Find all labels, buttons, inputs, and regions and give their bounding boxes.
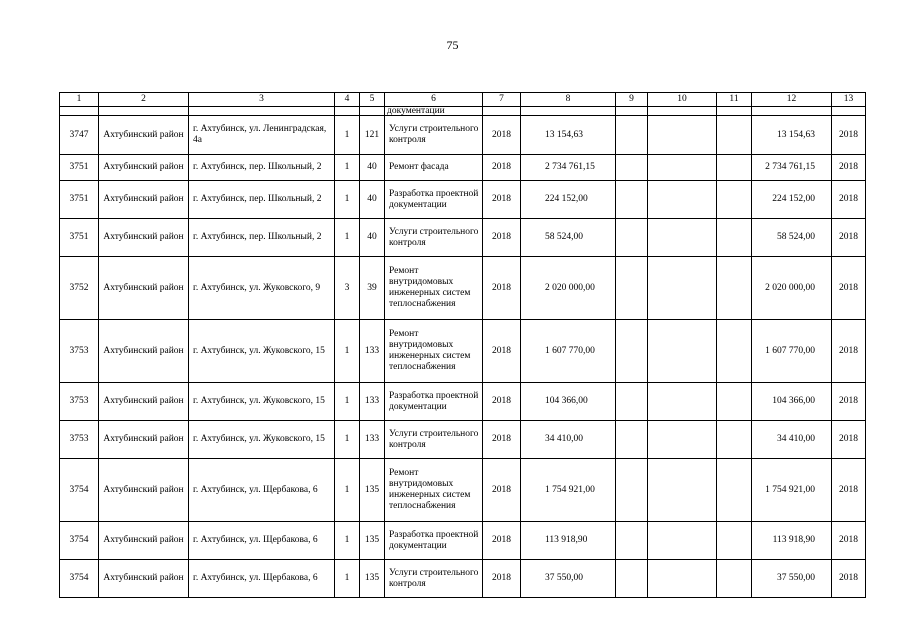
column-9-cell: [616, 459, 648, 522]
year-cell: 2018: [483, 219, 521, 257]
address-cell: г. Ахтубинск, ул. Жуковского, 15: [189, 320, 335, 383]
column-number: 13: [832, 93, 866, 107]
continuation-work-cell: документации: [385, 107, 483, 116]
column-4-cell: 1: [335, 219, 360, 257]
district-cell: Ахтубинский район: [99, 155, 189, 181]
row-id-cell: 3753: [60, 320, 99, 383]
column-number: 3: [189, 93, 335, 107]
address-cell: г. Ахтубинск, ул. Жуковского, 15: [189, 421, 335, 459]
column-5-cell: 40: [360, 181, 385, 219]
column-9-cell: [616, 320, 648, 383]
total-cell: 2 734 761,15: [752, 155, 832, 181]
year-cell: 2018: [483, 459, 521, 522]
amount-cell: 2 734 761,15: [521, 155, 616, 181]
table-row: [60, 383, 866, 421]
total-cell: 224 152,00: [752, 181, 832, 219]
column-11-cell: [717, 116, 752, 155]
column-13-cell: 2018: [832, 320, 866, 383]
total-cell: 1 754 921,00: [752, 459, 832, 522]
column-11-cell: [717, 522, 752, 560]
district-cell: Ахтубинский район: [99, 320, 189, 383]
work-type-cell: Услуги строительного контроля: [385, 116, 483, 155]
district-cell: Ахтубинский район: [99, 219, 189, 257]
amount-cell: 224 152,00: [521, 181, 616, 219]
total-cell: 34 410,00: [752, 421, 832, 459]
registry-table: [59, 92, 866, 598]
amount-cell: 13 154,63: [521, 116, 616, 155]
work-type-cell: Услуги строительного контроля: [385, 560, 483, 598]
column-5-cell: 39: [360, 257, 385, 320]
column-13-cell: 2018: [832, 421, 866, 459]
year-cell: 2018: [483, 320, 521, 383]
column-number: 12: [752, 93, 832, 107]
column-10-cell: [648, 320, 717, 383]
column-11-cell: [717, 219, 752, 257]
column-11-cell: [717, 421, 752, 459]
total-cell: 2 020 000,00: [752, 257, 832, 320]
column-number-row: [60, 93, 866, 107]
table-row: [60, 257, 866, 320]
column-5-cell: 40: [360, 155, 385, 181]
district-cell: Ахтубинский район: [99, 522, 189, 560]
column-number: 7: [483, 93, 521, 107]
column-11-cell: [717, 459, 752, 522]
address-cell: г. Ахтубинск, пер. Школьный, 2: [189, 219, 335, 257]
column-10-cell: [648, 116, 717, 155]
column-number: 5: [360, 93, 385, 107]
work-type-cell: Ремонт фасада: [385, 155, 483, 181]
column-9-cell: [616, 116, 648, 155]
column-4-cell: 1: [335, 320, 360, 383]
row-id-cell: 3747: [60, 116, 99, 155]
column-10-cell: [648, 219, 717, 257]
address-cell: г. Ахтубинск, ул. Щербакова, 6: [189, 522, 335, 560]
column-number: 6: [385, 93, 483, 107]
column-4-cell: 1: [335, 181, 360, 219]
amount-cell: 113 918,90: [521, 522, 616, 560]
amount-cell: 104 366,00: [521, 383, 616, 421]
row-id-cell: 3754: [60, 459, 99, 522]
column-5-cell: 133: [360, 383, 385, 421]
column-10-cell: [648, 560, 717, 598]
column-9-cell: [616, 257, 648, 320]
column-number: 4: [335, 93, 360, 107]
address-cell: г. Ахтубинск, ул. Щербакова, 6: [189, 560, 335, 598]
column-5-cell: 135: [360, 522, 385, 560]
column-number: 1: [60, 93, 99, 107]
total-cell: 1 607 770,00: [752, 320, 832, 383]
row-id-cell: 3754: [60, 522, 99, 560]
column-5-cell: 133: [360, 421, 385, 459]
column-10-cell: [648, 459, 717, 522]
column-number: 9: [616, 93, 648, 107]
district-cell: Ахтубинский район: [99, 116, 189, 155]
table-row: [60, 320, 866, 383]
column-4-cell: 1: [335, 421, 360, 459]
column-4-cell: 1: [335, 155, 360, 181]
table-row: [60, 219, 866, 257]
column-10-cell: [648, 155, 717, 181]
work-type-cell: Ремонт внутридомовых инженерных систем теплоснабжения: [385, 257, 483, 320]
column-11-cell: [717, 155, 752, 181]
address-cell: г. Ахтубинск, ул. Жуковского, 15: [189, 383, 335, 421]
year-cell: 2018: [483, 116, 521, 155]
row-id-cell: 3754: [60, 560, 99, 598]
column-11-cell: [717, 257, 752, 320]
total-cell: 104 366,00: [752, 383, 832, 421]
column-13-cell: 2018: [832, 219, 866, 257]
year-cell: 2018: [483, 181, 521, 219]
page-number: 75: [446, 38, 459, 52]
row-id-cell: 3751: [60, 219, 99, 257]
column-13-cell: 2018: [832, 155, 866, 181]
table-row: [60, 421, 866, 459]
column-13-cell: 2018: [832, 522, 866, 560]
table-row: [60, 116, 866, 155]
column-4-cell: 1: [335, 383, 360, 421]
column-11-cell: [717, 383, 752, 421]
work-type-cell: Ремонт внутридомовых инженерных систем теплоснабжения: [385, 320, 483, 383]
year-cell: 2018: [483, 522, 521, 560]
amount-cell: 58 524,00: [521, 219, 616, 257]
column-13-cell: 2018: [832, 257, 866, 320]
table-row: [60, 181, 866, 219]
column-4-cell: 3: [335, 257, 360, 320]
column-13-cell: 2018: [832, 116, 866, 155]
work-type-cell: Услуги строительного контроля: [385, 421, 483, 459]
row-id-cell: 3751: [60, 155, 99, 181]
district-cell: Ахтубинский район: [99, 181, 189, 219]
year-cell: 2018: [483, 421, 521, 459]
continuation-row: [60, 107, 866, 116]
column-9-cell: [616, 383, 648, 421]
address-cell: г. Ахтубинск, пер. Школьный, 2: [189, 155, 335, 181]
column-9-cell: [616, 219, 648, 257]
address-cell: г. Ахтубинск, ул. Ленинградская, 4а: [189, 116, 335, 155]
column-4-cell: 1: [335, 522, 360, 560]
table-row: [60, 560, 866, 598]
amount-cell: 37 550,00: [521, 560, 616, 598]
column-4-cell: 1: [335, 560, 360, 598]
amount-cell: 2 020 000,00: [521, 257, 616, 320]
district-cell: Ахтубинский район: [99, 459, 189, 522]
work-type-cell: Услуги строительного контроля: [385, 219, 483, 257]
column-11-cell: [717, 560, 752, 598]
year-cell: 2018: [483, 383, 521, 421]
column-number: 11: [717, 93, 752, 107]
table-row: [60, 522, 866, 560]
column-9-cell: [616, 560, 648, 598]
column-9-cell: [616, 155, 648, 181]
table-row: [60, 459, 866, 522]
total-cell: 58 524,00: [752, 219, 832, 257]
column-10-cell: [648, 522, 717, 560]
column-13-cell: 2018: [832, 560, 866, 598]
total-cell: 13 154,63: [752, 116, 832, 155]
column-number: 2: [99, 93, 189, 107]
district-cell: Ахтубинский район: [99, 383, 189, 421]
column-9-cell: [616, 421, 648, 459]
column-10-cell: [648, 421, 717, 459]
year-cell: 2018: [483, 257, 521, 320]
column-9-cell: [616, 181, 648, 219]
column-11-cell: [717, 320, 752, 383]
amount-cell: 1 607 770,00: [521, 320, 616, 383]
column-5-cell: 135: [360, 560, 385, 598]
row-id-cell: 3753: [60, 383, 99, 421]
total-cell: 113 918,90: [752, 522, 832, 560]
column-5-cell: 121: [360, 116, 385, 155]
column-number: 10: [648, 93, 717, 107]
address-cell: г. Ахтубинск, ул. Жуковского, 9: [189, 257, 335, 320]
column-4-cell: 1: [335, 459, 360, 522]
address-cell: г. Ахтубинск, ул. Щербакова, 6: [189, 459, 335, 522]
column-13-cell: 2018: [832, 459, 866, 522]
column-number: 8: [521, 93, 616, 107]
district-cell: Ахтубинский район: [99, 421, 189, 459]
column-10-cell: [648, 257, 717, 320]
column-5-cell: 135: [360, 459, 385, 522]
year-cell: 2018: [483, 155, 521, 181]
work-type-cell: Разработка проектной документации: [385, 181, 483, 219]
district-cell: Ахтубинский район: [99, 257, 189, 320]
column-4-cell: 1: [335, 116, 360, 155]
column-5-cell: 133: [360, 320, 385, 383]
district-cell: Ахтубинский район: [99, 560, 189, 598]
work-type-cell: Разработка проектной документации: [385, 522, 483, 560]
year-cell: 2018: [483, 560, 521, 598]
column-13-cell: 2018: [832, 181, 866, 219]
column-13-cell: 2018: [832, 383, 866, 421]
work-type-cell: Разработка проектной документации: [385, 383, 483, 421]
column-9-cell: [616, 522, 648, 560]
table-row: [60, 155, 866, 181]
column-10-cell: [648, 383, 717, 421]
address-cell: г. Ахтубинск, пер. Школьный, 2: [189, 181, 335, 219]
amount-cell: 1 754 921,00: [521, 459, 616, 522]
column-11-cell: [717, 181, 752, 219]
work-type-cell: Ремонт внутридомовых инженерных систем теплоснабжения: [385, 459, 483, 522]
amount-cell: 34 410,00: [521, 421, 616, 459]
total-cell: 37 550,00: [752, 560, 832, 598]
row-id-cell: 3751: [60, 181, 99, 219]
row-id-cell: 3752: [60, 257, 99, 320]
row-id-cell: 3753: [60, 421, 99, 459]
column-5-cell: 40: [360, 219, 385, 257]
column-10-cell: [648, 181, 717, 219]
